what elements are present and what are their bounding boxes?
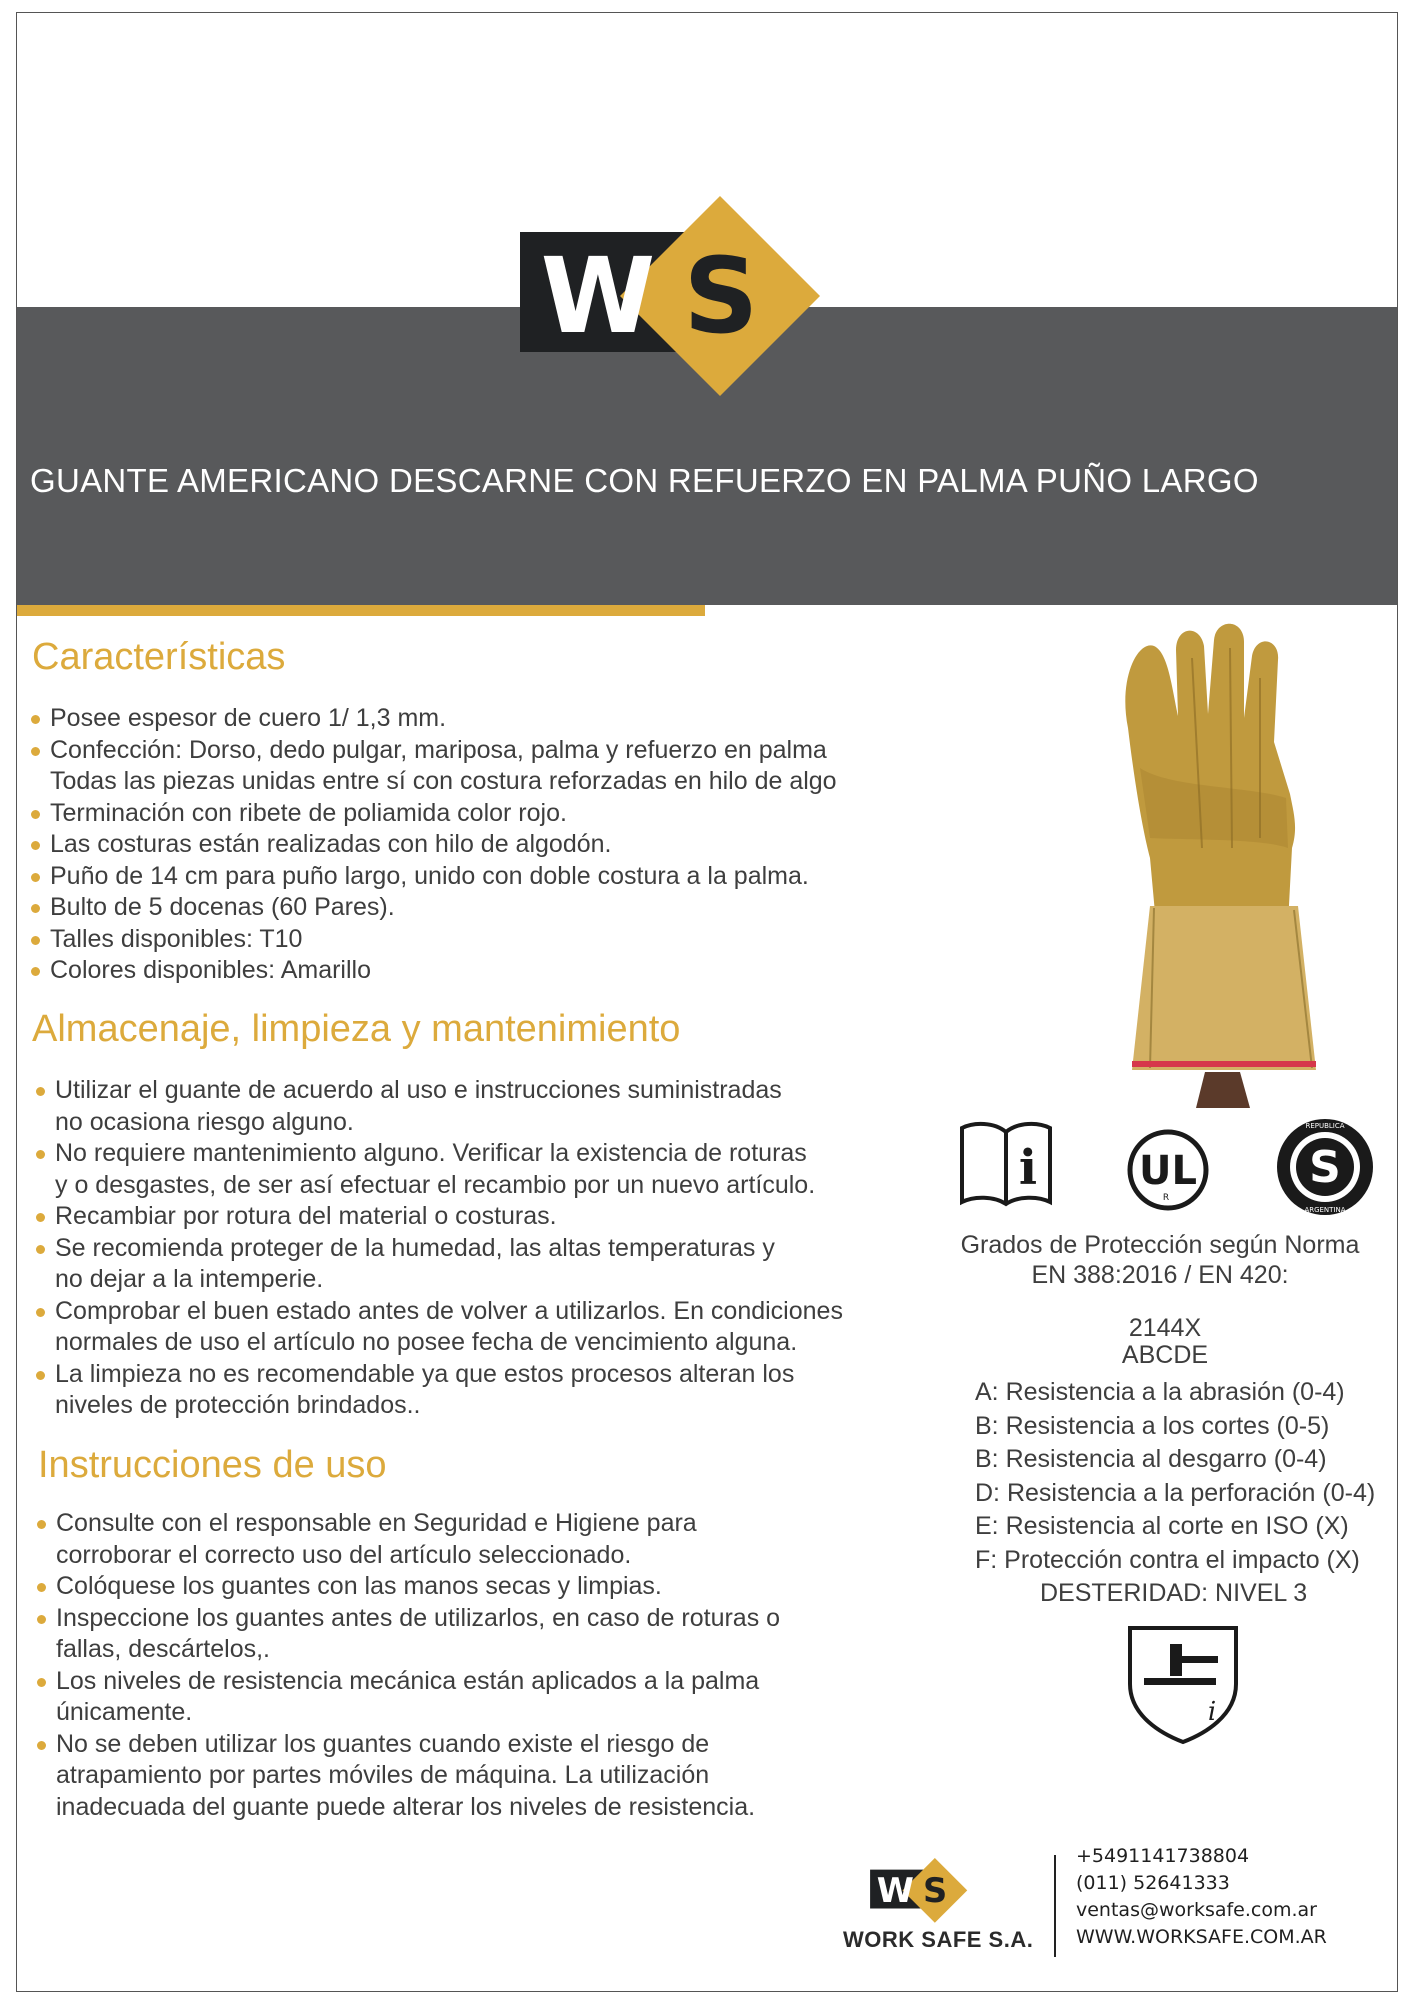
footer-worksafe-logo (860, 1858, 1000, 1926)
seal-bottom-text: ARGENTINA (1304, 1206, 1346, 1214)
bullet-line: Bulto de 5 docenas (60 Pares). (50, 893, 395, 921)
bullet-line: atrapamiento por partes móviles de máquina. La utilización (56, 1761, 710, 1789)
list-almacenaje (35, 1075, 843, 1422)
bullet-line: Las costuras están realizadas con hilo de algodón. (50, 830, 612, 858)
bullet-item (35, 1201, 843, 1233)
info-letter: i (1018, 1140, 1038, 1196)
bullet-line: Colores disponibles: Amarillo (50, 956, 371, 984)
heading-almacenaje: Almacenaje, limpieza y mantenimiento (32, 1008, 681, 1050)
contact-email-link[interactable]: ventas@worksafe.com.ar (1076, 1899, 1317, 1921)
bullet-line: Todas las piezas unidas entre sí con costura reforzadas en hilo de algo (50, 767, 837, 795)
bullet-line: Inspeccione los guantes antes de utilizarlos, en caso de roturas o (56, 1603, 781, 1632)
bullet-line: no ocasiona riesgo alguno. (55, 1107, 354, 1136)
bullet-line: Terminación con ribete de poliamida color rojo. (50, 798, 567, 827)
bullet-item (35, 1233, 843, 1296)
heading-instrucciones: Instrucciones de uso (38, 1444, 387, 1486)
bullet-item (30, 924, 917, 956)
bullet-line: corroborar el correcto uso del artículo seleccionado. (56, 1540, 632, 1569)
bullet-item (35, 1359, 843, 1422)
shield-info-letter: i (1207, 1697, 1217, 1727)
bullet-line: no dejar a la intemperie. (55, 1265, 324, 1293)
contact-website-link[interactable]: WWW.WORKSAFE.COM.AR (1076, 1926, 1327, 1948)
bullet-item (35, 1075, 843, 1138)
bullet-line: Confección: Dorso, dedo pulgar, mariposa, palma y refuerzo en palma (50, 735, 827, 764)
bullet-line: No requiere mantenimiento alguno. Verificar la existencia de roturas (55, 1139, 807, 1167)
bullet-line: La limpieza no es recomendable ya que estos procesos alteran los (55, 1359, 795, 1388)
logo-w: W (540, 235, 656, 357)
bullet-line: Puño de 14 cm para puño largo, unido con doble costura a la palma. (50, 861, 809, 890)
bullet-line: niveles de protección brindados.. (55, 1391, 421, 1419)
bullet-item (30, 735, 917, 798)
argentina-s-seal-icon (1274, 1116, 1376, 1218)
ul-mark: UL (1139, 1148, 1197, 1194)
worksafe-logo (520, 196, 890, 406)
bullet-item (36, 1729, 780, 1824)
bullet-item (30, 703, 917, 735)
logo-s: S (683, 235, 759, 357)
list-caracteristicas (30, 703, 917, 987)
bullet-line: Los niveles de resistencia mecánica están aplicados a la palma (56, 1666, 760, 1695)
footer-logo-w: W (876, 1871, 914, 1911)
product-title: GUANTE AMERICANO DESCARNE CON REFUERZO EN PALMA PUÑO LARGO (30, 462, 1259, 499)
bullet-line: y o desgastes, de ser así efectuar el recambio por un nuevo artículo. (55, 1170, 816, 1199)
footer-logo-s: S (923, 1871, 948, 1911)
list-instrucciones (36, 1508, 780, 1823)
contact-phone: (011) 52641333 (1076, 1872, 1230, 1894)
bullet-item (30, 892, 917, 924)
bullet-line: inadecuada del guante puede alterar los niveles de resistencia. (56, 1792, 756, 1821)
bullet-line: Se recomienda proteger de la humedad, las altas temperaturas y (55, 1233, 775, 1262)
bullet-item (36, 1508, 780, 1571)
company-name: WORK SAFE S.A. (843, 1927, 1034, 1952)
bullet-line: No se deben utilizar los guantes cuando existe el riesgo de (56, 1729, 710, 1758)
footer-divider (1054, 1855, 1056, 1957)
protection-level-item: D: Resistencia a la perforación (0-4) (975, 1478, 1376, 1507)
bullet-item (36, 1571, 780, 1603)
bullet-line: Recambiar por rotura del material o costuras. (55, 1202, 557, 1230)
bullet-line: normales de uso el artículo no posee fecha de vencimiento alguna. (55, 1328, 798, 1356)
bullet-line: fallas, descártelos,. (56, 1635, 270, 1663)
seal-top-text: REPUBLICA (1305, 1122, 1345, 1130)
protection-letters: ABCDE (1121, 1341, 1209, 1369)
bullet-item (30, 861, 917, 893)
manual-info-icon (958, 1118, 1054, 1208)
protection-level-item: A: Resistencia a la abrasión (0-4) (975, 1378, 1345, 1406)
bullet-item (30, 829, 917, 861)
dexterity-level: DESTERIDAD: NIVEL 3 (1040, 1579, 1308, 1607)
heading-caracteristicas: Características (32, 636, 286, 678)
bullet-line: Talles disponibles: T10 (50, 924, 303, 953)
bullet-line: únicamente. (56, 1698, 193, 1726)
ul-certification-icon (1126, 1128, 1210, 1212)
bullet-item (30, 955, 917, 987)
contact-mobile: +5491141738804 (1076, 1845, 1250, 1867)
protection-level-item: E: Resistencia al corte en ISO (X) (975, 1512, 1349, 1540)
protection-levels-list (975, 1376, 1375, 1577)
bullet-item (36, 1603, 780, 1666)
protection-code: 2144X (1128, 1314, 1202, 1342)
bullet-item (35, 1296, 843, 1359)
protection-level-item: B: Resistencia al desgarro (0-4) (975, 1445, 1327, 1473)
protection-norm-line2: EN 388:2016 / EN 420: (1031, 1261, 1289, 1289)
bullet-line: Colóquese los guantes con las manos secas y limpias. (56, 1572, 662, 1600)
mechanical-risk-shield-icon (1124, 1622, 1242, 1746)
seal-letter: S (1309, 1142, 1341, 1193)
protection-level-item: F: Protección contra el impacto (X) (975, 1545, 1360, 1574)
bullet-line: Utilizar el guante de acuerdo al uso e instrucciones suministradas (55, 1076, 782, 1104)
glove-image (1110, 618, 1340, 1108)
bullet-line: Comprobar el buen estado antes de volver a utilizarlos. En condiciones (55, 1296, 843, 1325)
ul-registered-mark: R (1162, 1193, 1170, 1203)
bullet-line: Consulte con el responsable en Seguridad e Higiene para (56, 1509, 697, 1537)
gold-divider (17, 605, 705, 616)
protection-norm-line1: Grados de Protección según Norma (960, 1231, 1360, 1259)
bullet-item (36, 1666, 780, 1729)
contact-block (1076, 1843, 1327, 1951)
bullet-line: Posee espesor de cuero 1/ 1,3 mm. (50, 704, 447, 732)
protection-level-item: B: Resistencia a los cortes (0-5) (975, 1411, 1330, 1440)
bullet-item (30, 798, 917, 830)
bullet-item (35, 1138, 843, 1201)
